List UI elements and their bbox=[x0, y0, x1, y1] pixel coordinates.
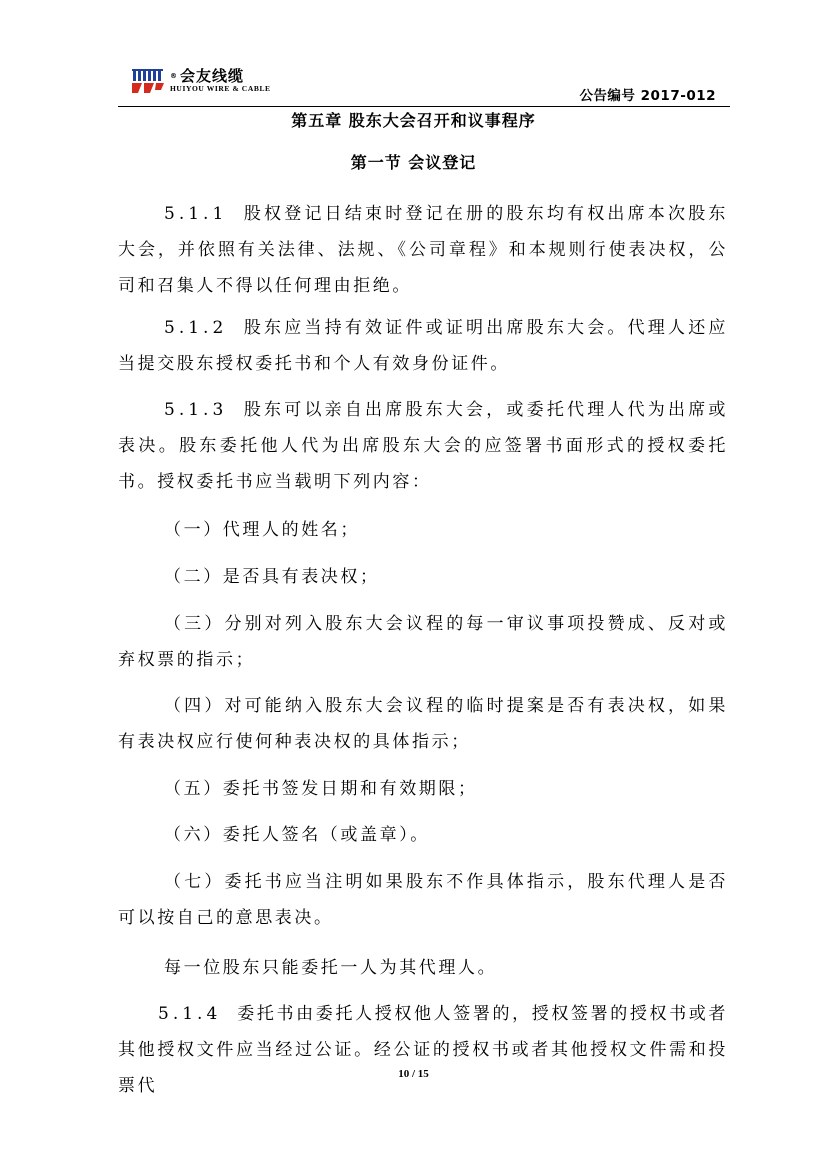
clause-text: 股东可以亲自出席股东大会，或委托代理人代为出席或表决。股东委托他人代为出席股东大会的应签署书面形式的授权委托书。授权委托书应当载明下列内容： bbox=[118, 400, 728, 492]
clause-text: 委托书由委托人授权他人签署的，授权签署的授权书或者其他授权文件应当经过公证。经公证的授权书或者其他授权文件需和投票代 bbox=[118, 1004, 728, 1096]
clause-5-1-4 bbox=[118, 996, 728, 1104]
company-logo bbox=[130, 68, 271, 94]
clause-number: 5.1.1 bbox=[164, 204, 228, 224]
list-item: （三）分别对列入股东大会议程的每一审议事项投赞成、反对或弃权票的指示； bbox=[118, 614, 728, 670]
announcement-number: 公告编号 2017-012 bbox=[579, 88, 716, 104]
chapter-title: 第五章 股东大会召开和议事程序 bbox=[291, 111, 536, 130]
section-title: 第一节 会议登记 bbox=[350, 153, 477, 172]
clause-text: 股东应当持有效证件或证明出席股东大会。代理人还应当提交股东授权委托书和个人有效身份证件。 bbox=[118, 318, 728, 374]
clause-number: 5.1.3 bbox=[164, 400, 228, 420]
one-proxy-note: 每一位股东只能委托一人为其代理人。 bbox=[164, 958, 498, 978]
list-item: （六）委托人签名（或盖章）。 bbox=[164, 825, 430, 845]
list-item: （四）对可能纳入股东大会议程的临时提案是否有表决权，如果有表决权应行使何种表决权的具体指示； bbox=[118, 696, 728, 752]
clause-5-1-3 bbox=[118, 392, 728, 500]
clause-text: 股权登记日结束时登记在册的股东均有权出席本次股东大会，并依照有关法律、法规、《公司章程》和本规则行使表决权，公司和召集人不得以任何理由拒绝。 bbox=[118, 204, 728, 296]
logo-english-name: HUIYOU WIRE & CABLE bbox=[170, 84, 271, 93]
list-item: （七）委托书应当注明如果股东不作具体指示，股东代理人是否可以按自己的意思表决。 bbox=[118, 872, 728, 928]
list-item: （二）是否具有表决权； bbox=[164, 567, 380, 587]
registered-mark: ® bbox=[170, 72, 178, 80]
list-item: （五）委托书签发日期和有效期限； bbox=[164, 779, 478, 799]
clause-5-1-1 bbox=[118, 196, 728, 304]
clause-number: 5.1.2 bbox=[164, 318, 228, 338]
list-item: （一）代理人的姓名； bbox=[164, 520, 360, 540]
clause-5-1-2 bbox=[118, 310, 728, 382]
logo-chinese-name: 会友线缆 bbox=[180, 67, 245, 85]
page-number: 10 / 15 bbox=[398, 1068, 429, 1080]
page-header bbox=[118, 62, 730, 107]
logo-mark-icon bbox=[130, 68, 166, 94]
clause-number: 5.1.4 bbox=[158, 1004, 222, 1024]
